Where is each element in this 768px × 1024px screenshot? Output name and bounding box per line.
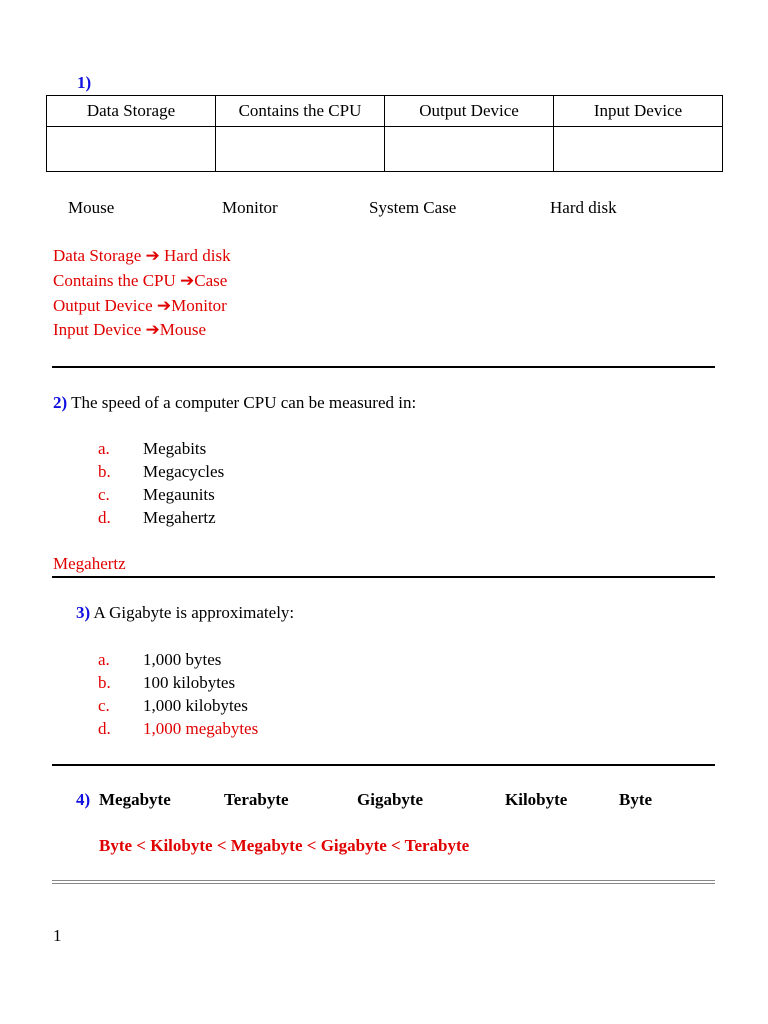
arrow-icon: ➔ [180, 271, 195, 290]
option-item [98, 694, 398, 717]
divider-double [52, 880, 715, 884]
arrow-icon: ➔ [145, 320, 160, 339]
q1-header-output-device: Output Device [385, 96, 554, 127]
q3-question [76, 603, 294, 623]
answer-left: Data Storage [53, 246, 142, 265]
q1-choice-monitor: Monitor [222, 198, 278, 217]
q4-term-byte: Byte [619, 790, 653, 809]
option-text: Megaunits [143, 485, 215, 504]
q4-term-kilobyte: Kilobyte [505, 790, 568, 809]
q2-answer: Megahertz [53, 554, 126, 573]
q4-term-terabyte: Terabyte [224, 790, 289, 809]
option-letter: a. [98, 439, 110, 458]
q1-number: 1) [77, 73, 92, 92]
divider [52, 764, 715, 766]
option-text: Megacycles [143, 462, 225, 481]
answer-right: Mouse [159, 320, 207, 339]
q1-answer-line [53, 320, 206, 340]
q3-number: 3) [76, 603, 91, 622]
q2-text: The speed of a computer CPU can be measured in: [71, 393, 417, 412]
q1-answer-line [53, 296, 227, 316]
q2-number: 2) [53, 393, 68, 412]
q1-choice-system-case: System Case [369, 198, 457, 217]
q4-term-megabyte: Megabyte [99, 790, 171, 809]
divider [52, 576, 715, 578]
option-letter: d. [98, 508, 111, 527]
option-text: 1,000 kilobytes [143, 696, 248, 715]
q3-text: A Gigabyte is approximately: [93, 603, 295, 622]
option-letter: c. [98, 485, 110, 504]
answer-left: Output Device [53, 296, 153, 315]
q1-header-contains-cpu: Contains the CPU [216, 96, 385, 127]
option-letter: c. [98, 696, 110, 715]
q1-answer-line [53, 246, 231, 266]
q3-options [98, 648, 398, 740]
q2-options [98, 437, 398, 529]
option-item [98, 717, 398, 740]
option-text: 100 kilobytes [143, 673, 236, 692]
q1-header-input-device: Input Device [554, 96, 723, 127]
arrow-icon: ➔ [156, 296, 172, 315]
option-letter: b. [98, 673, 111, 692]
arrow-icon: ➔ [145, 246, 160, 265]
q1-cell-empty [385, 127, 554, 172]
option-letter: b. [98, 462, 111, 481]
option-text: 1,000 bytes [143, 650, 222, 669]
page-number: 1 [53, 926, 62, 945]
option-item [98, 648, 398, 671]
answer-right: Monitor [171, 296, 227, 315]
q1-cell-empty [47, 127, 216, 172]
option-item [98, 671, 398, 694]
answer-left: Input Device [53, 320, 142, 339]
q1-choice-hard-disk: Hard disk [550, 198, 617, 217]
option-text: Megahertz [143, 508, 216, 527]
option-text: Megabits [143, 439, 207, 458]
option-text-correct: 1,000 megabytes [143, 719, 259, 738]
q1-answer-line [53, 271, 227, 291]
answer-left: Contains the CPU [53, 271, 176, 290]
answer-right: Hard disk [164, 246, 231, 265]
option-item [98, 437, 398, 460]
option-item [98, 460, 398, 483]
q1-header-data-storage: Data Storage [47, 96, 216, 127]
q4-answer: Byte < Kilobyte < Megabyte < Gigabyte < Terabyte [99, 836, 470, 855]
q1-cell-empty [554, 127, 723, 172]
option-item [98, 483, 398, 506]
q4-term-gigabyte: Gigabyte [357, 790, 424, 809]
divider [52, 366, 715, 368]
q4-number: 4) [76, 790, 91, 809]
answer-right: Case [194, 271, 228, 290]
option-letter: d. [98, 719, 111, 738]
q1-table [46, 95, 723, 172]
q2-question [53, 393, 416, 413]
option-letter: a. [98, 650, 110, 669]
option-item [98, 506, 398, 529]
q1-cell-empty [216, 127, 385, 172]
q1-choice-mouse: Mouse [68, 198, 115, 217]
